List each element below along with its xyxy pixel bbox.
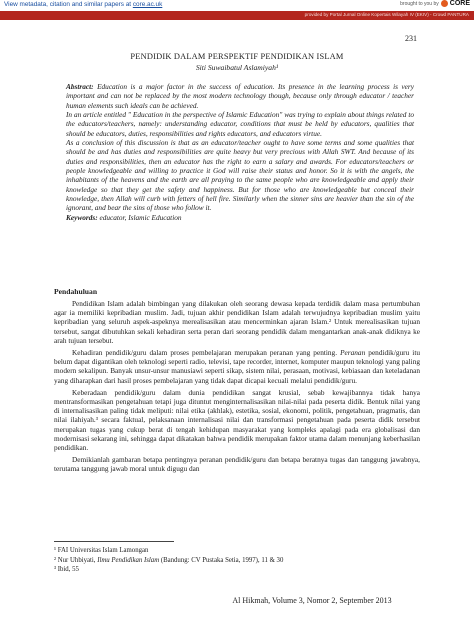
footnotes [54,546,283,575]
footnote-2-book-title: Ilmu Pendidikan Islam [97,556,160,564]
footnote-rule [54,541,174,542]
core-metadata-link[interactable] [4,1,162,8]
body-p4: Demikianlah gambaran betapa pentingnya peranan pendidik/guru dan betapa beratnya tugas dan tanggung jawabnya, terutama tanggung jawab moral untuk digugu dan [54,455,420,474]
core-link-site[interactable]: core.ac.uk [132,1,163,8]
footnote-2-rest: (Bandung: CV Pustaka Setia, 1997), 11 & 30 [159,556,284,564]
core-link-prefix: View metadata, citation and similar papers at [4,1,133,8]
core-logo-icon [441,0,448,7]
body-p1: Pendidikan Islam adalah bimbingan yang dilakukan oleh seorang dewasa kepada terdidik dalam masa pertumbuhan agar ia memiliki kepribadian muslim. Jadi, tujuan akhir pendidikan Islam adalah terwujudnya kepribadian muslim yaitu kepribadian yang seluruh aspek-aspeknya merealisasikan atau mencerminkan ajaran Islam.² Untuk merealisasikan tujuan tersebut, sangat dibutuhkan sekali kehadiran serta peran dari seorang pendidik dalam mengantarkan anak-anak didiknya ke arah tujuan tersebut. [54,299,420,345]
footnote-3: ³ Ibid, 55 [54,566,79,574]
footnote-1: ¹ FAI Universitas Islam Lamongan [54,547,149,554]
brought-by-label: brought to you by [400,0,439,7]
body-p2-italic: Peranan [340,348,366,358]
keywords-label: Keywords: [66,212,98,222]
abstract-text-1: Education is a major factor in the success of education. Its presence in the learning process is very important and can not be replaced by the most modern technology though, because only through educator / teacher human elements such ideals can be achieved. [66,82,414,110]
abstract-p2: In an article entitled " Education in the perspective of Islamic Education" was trying to explain about things related to the educators/teachers, namely: understanding educator, conditions that must be held by educators, qualities that should be educators, duties, responsibilities and rights educators, and educators virtue. [66,110,414,138]
provided-by-text[interactable]: provided by Portal Jurnal Online Kopertais Wilayah IV (EKIV) - Crowd PANTURA [304,12,469,17]
paper-author: Siti Suwaibatul Aslamiyah¹ [195,63,279,72]
core-top-bar [0,0,474,11]
page-number: 231 [405,34,417,43]
body-text [54,299,420,477]
abstract-label: Abstract: [66,82,94,91]
journal-footer [0,596,474,605]
footnote-2-start: ² Nur Uhbiyati, [54,556,98,564]
keywords-line [66,213,414,222]
keywords-text: educator, Islamic Education [97,212,182,222]
abstract-p3: As a conclusion of this discussion is that as an educator/teacher ought to have some terms and some qualities that should be and has duties and responsibilities are quite heavy but very precious with Allah SWT. And because of its duties and responsibilities, then an educator has the right to earn a salary and awards. For educators/teachers or people knowledgeable and willing to practice it God will raise their status and honor. So it is with the angels, the inhabitants of the heavens and the earth are all praying to the same people who are knowledgeable and apply their knowledge so that they get the safety and happiness. But for those who are knowledgeable but conceal their knowledge, then Allah will curb with fetters of hell fire. Similarly when the sinner sins are heavier than the sin of the ignorant, and bear the sins of those who follow it. [66,138,414,213]
section-heading: Pendahuluan [54,287,98,296]
paper-title: PENDIDIK DALAM PERSPEKTIF PENDIDIKAN ISLAM [130,52,344,61]
brought-by-core[interactable] [400,0,470,7]
abstract-p1 [66,82,414,110]
body-p3: Keberadaan pendidik/guru dalam dunia pendidikan sangat krusial, sebab kewajibannya tidak hanya mentransformasikan pengetahuan tetapi juga dituntut menginternalisasikan nilai-nilai pada peserta didik. Bentuk nilai yang di internalisasikan paling tidak meliputi: nilai etika (akhlak), estetika, sosial, ekonomi, politik, pengetahuan, pragmatis, dan nilai ilahiyah.³ secara faktual, pelaksanaan internalisasi nilai dan transformasi pengetahuan pada peserta didik tersebut merupakan tugas yang cukup berat di tengah kehidupan masyarakat yang kompleks apalagi pada era globalisasi dan modernisasi sekarang ini, sehingga dapat dikatakan bahwa pendidik merupakan faktor utama dalam menunjang keberhasilan pendidikan. [54,387,420,453]
abstract-block [66,82,414,222]
footnote-2 [54,556,283,566]
footer-text: Al Hikmah, Volume 3, Nomor 2, September 2013 [232,596,392,605]
body-p2 [54,348,420,385]
body-p2-start: Kehadiran pendidik/guru dalam proses pembelajaran merupakan peranan yang penting. [72,348,341,358]
core-logo-text: CORE [449,0,470,7]
provider-bar [0,11,474,20]
body-p2-rest: pendidik/guru itu belum dapat digantikan oleh teknologi seperti radio, televisi, tape recorder, internet, komputer maupun teknologi yang paling modern sekalipun. Banyak unsur-unsur manusiawi seperti sikap, sistem nilai, perasaan, motivasi, kebiasaan dan keteladanan yang diharapkan dari hasil proses pembelajaran yang tidak dapat dicapai kecuali melalui pendidik/guru. [54,348,421,385]
